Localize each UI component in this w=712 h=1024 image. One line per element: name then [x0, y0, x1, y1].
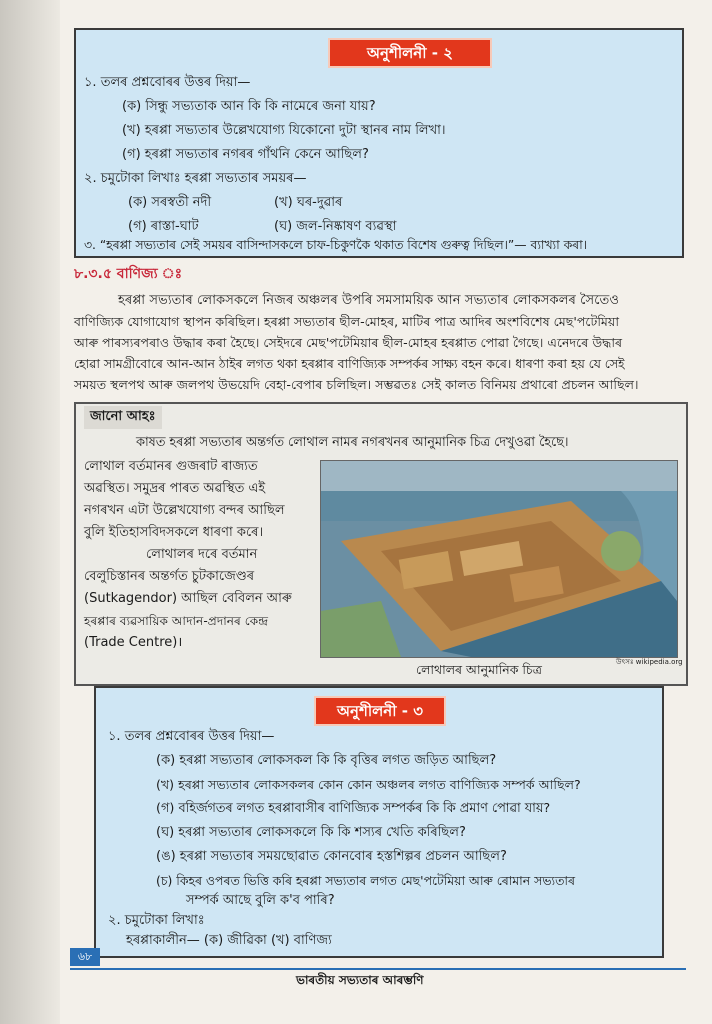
exercise-3-q1-f-cont: সম্পৰ্ক আছে বুলি ক'ব পাৰি?: [186, 893, 335, 908]
image-caption: লোথালৰ আনুমানিক চিত্ৰ: [416, 662, 542, 677]
exercise-3-q1-b: (খ) হৰপ্পা সভ্যতাৰ লোকসকলৰ কোন কোন অঞ্চলৰ লগত বাণিজ্যিক সম্পৰ্ক আছিল?: [156, 777, 581, 792]
did-you-know-line: অৱস্থিত। সমুদ্ৰৰ পাৰত অৱস্থিত এই: [84, 481, 266, 496]
exercise-3-q2-line: হৰপ্পাকালীন— (ক) জীৱিকা (খ) বাণিজ্য: [126, 933, 332, 948]
paragraph-line: আৰু পাৰস্যৰপৰাও উদ্ধাৰ কৰা হৈছে। সেইদৰে মেছ'পটেমিয়াৰ ছীল-মোহৰ হৰপ্পাত পোৱা গৈছে। এনেদৰে উদ্ধাৰ: [74, 335, 623, 350]
paragraph-line: হোৱা সামগ্ৰীবোৰে আন-আন ঠাইৰ লগত থকা হৰপ্পাৰ বাণিজ্যিক সম্পৰ্কৰ সাক্ষ্য বহন কৰে। ধাৰণা কৰা হয় যে সেই: [74, 356, 625, 371]
exercise-2-q2-c: (গ) ৰাস্তা-ঘাট: [128, 219, 199, 234]
exercise-3-title: অনুশীলনী - ৩: [314, 696, 446, 726]
exercise-3-q1: ১. তলৰ প্ৰশ্নবোৰৰ উত্তৰ দিয়া—: [108, 729, 275, 744]
exercise-3-q1-c: (গ) বহিৰ্জগতৰ লগত হৰপ্পাবাসীৰ বাণিজ্যিক সম্পৰ্কৰ কি কি প্ৰমাণ পোৱা যায়?: [156, 801, 551, 816]
exercise-2-q2: ২. চমুটোকা লিখাঃ হৰপ্পা সভ্যতাৰ সময়ৰ—: [84, 171, 307, 186]
exercise-3-q1-d: (ঘ) হৰপ্পা সভ্যতাৰ লোকসকলে কি কি শস্যৰ খেতি কৰিছিল?: [156, 825, 466, 840]
exercise-2-q1: ১. তলৰ প্ৰশ্নবোৰৰ উত্তৰ দিয়া—: [84, 75, 251, 90]
exercise-2-q3: ৩. “হৰপ্পা সভ্যতাৰ সেই সময়ৰ বাসিন্দাসকলে চাফ-চিকুণকৈ থকাত বিশেষ গুৰুত্ব দিছিল।”— ব্যাখ্যা কৰা।: [84, 238, 588, 252]
did-you-know-line: (Trade Centre)।: [84, 635, 183, 650]
exercise-3-q1-a: (ক) হৰপ্পা সভ্যতাৰ লোকসকল কি কি বৃত্তিৰ লগত জড়িত আছিল?: [156, 753, 497, 768]
did-you-know-intro: কাষত হৰপ্পা সভ্যতাৰ অন্তৰ্গত লোথাল নামৰ নগৰখনৰ আনুমানিক চিত্ৰ দেখুওৱা হৈছে।: [136, 435, 569, 450]
paragraph-line: বাণিজ্যিক যোগাযোগ স্থাপন কৰিছিল। হৰপ্পা সভ্যতাৰ ছীল-মোহৰ, মাটিৰ পাত্ৰ আদিৰ অংশবিশেষ মেছ'পটেমিয়া: [74, 314, 619, 329]
exercise-2-q1-c: (গ) হৰপ্পা সভ্যতাৰ নগৰৰ গাঁথনি কেনে আছিল?: [122, 147, 369, 162]
did-you-know-line: লোথাল বৰ্তমানৰ গুজৰাট ৰাজ্যত: [84, 459, 258, 474]
exercise-2-q1-b: (খ) হৰপ্পা সভ্যতাৰ উল্লেখযোগ্য যিকোনো দুটা স্থানৰ নাম লিখা।: [122, 123, 446, 138]
exercise-3-q1-e: (ঙ) হৰপ্পা সভ্যতাৰ সময়ছোৱাত কোনবোৰ হস্তশিল্পৰ প্ৰচলন আছিল?: [156, 849, 507, 864]
exercise-3-q2: ২. চমুটোকা লিখাঃ: [108, 913, 205, 928]
did-you-know-title: জানো আহঃ: [84, 406, 162, 429]
section-heading: ৮.৩.৫ বাণিজ্য ঃ: [74, 266, 183, 282]
lothal-illustration: [320, 460, 678, 658]
did-you-know-line: (Sutkagendor) আছিল বেবিলন আৰু: [84, 591, 292, 606]
paragraph-line: সময়ত স্থলপথ আৰু জলপথ উভয়েদি বেহা-বেপাৰ চলিছিল। সম্ভৱতঃ সেই কালত বিনিময় প্ৰথাৰো প্ৰচলন আছিল।: [74, 377, 639, 392]
exercise-3-q1-f: (চ) কিহৰ ওপৰত ভিত্তি কৰি হৰপ্পা সভ্যতাৰ লগত মেছ'পটেমিয়া আৰু ৰোমান সভ্যতাৰ: [156, 873, 575, 888]
exercise-3-box: [94, 686, 664, 958]
did-you-know-line: লোথালৰ দৰে বৰ্তমান: [146, 547, 258, 562]
page-edge: [0, 0, 60, 1024]
exercise-2-q1-a: (ক) সিন্ধু সভ্যতাক আন কি কি নামেৰে জনা যায়?: [122, 99, 376, 114]
exercise-2-box: [74, 28, 684, 258]
book-title: ভাৰতীয় সভ্যতাৰ আৰম্ভণি: [296, 973, 424, 987]
exercise-2-q2-b: (খ) ঘৰ-দুৱাৰ: [274, 195, 343, 210]
did-you-know-line: বেলুচিস্তানৰ অন্তৰ্গত চুটকাজেণ্ডৰ: [84, 569, 255, 584]
exercise-2-title: অনুশীলনী - ২: [328, 38, 492, 68]
page-number: ৬৮: [70, 948, 100, 966]
section-paragraph: [74, 290, 684, 395]
paragraph-line: হৰপ্পা সভ্যতাৰ লোকসকলে নিজৰ অঞ্চলৰ উপৰি সমসাময়িক আন সভ্যতাৰ লোকসকলৰ সৈতেও: [118, 293, 620, 308]
exercise-2-q2-a: (ক) সৰস্বতী নদী: [128, 195, 212, 210]
did-you-know-box: [74, 402, 688, 686]
did-you-know-line: বুলি ইতিহাসবিদসকলে ধাৰণা কৰে।: [84, 525, 264, 540]
exercise-2-q2-d: (ঘ) জল-নিষ্কাষণ ব্যৱস্থা: [274, 219, 397, 234]
did-you-know-line: নগৰখন এটা উল্লেখযোগ্য বন্দৰ আছিল: [84, 503, 285, 518]
did-you-know-line: হৰপ্পাৰ ব্যৱসায়িক আদান-প্ৰদানৰ কেন্দ্ৰ: [84, 614, 269, 628]
footer-divider: [70, 968, 686, 970]
image-credit: উৎসঃ wikipedia.org: [616, 658, 683, 666]
lothal-illustration-svg: [321, 461, 677, 657]
